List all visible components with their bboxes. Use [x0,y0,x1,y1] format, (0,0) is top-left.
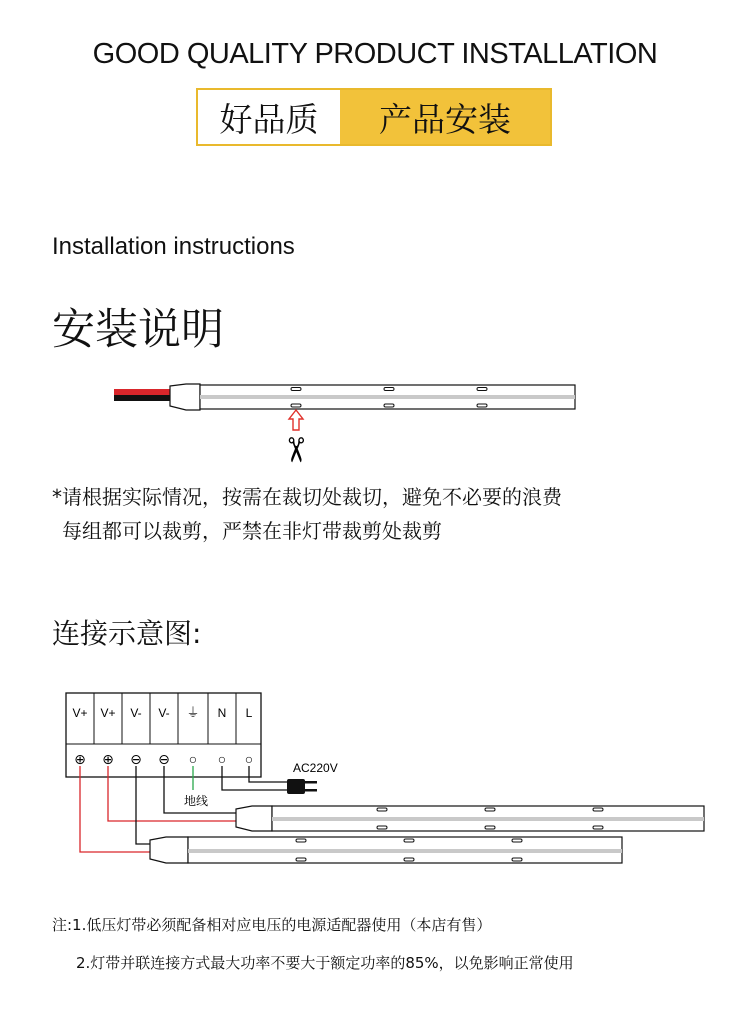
terminal-screw-icon: ⊖ [158,751,170,767]
cut-note-line2: 每组都可以裁剪，严禁在非灯带裁剪处裁剪 [62,519,442,543]
terminal-screw-icon: ⊕ [102,751,114,767]
strip-end-cap [170,384,200,410]
ac-plug-icon [287,779,317,794]
terminal-label: V+ [72,706,88,720]
terminal-label: L [245,706,253,720]
cut-arrow-icon [289,410,303,430]
page-title-en: GOOD QUALITY PRODUCT INSTALLATION [92,38,658,70]
footnote-line1: 注:1.低压灯带必须配备相对应电压的电源适配器使用（本店有售） [52,916,492,934]
terminal-screw-icon: ○ [217,751,227,767]
instructions-title-en: Installation instructions [52,233,295,260]
title-badge [196,88,552,146]
terminal-screw-icon: ⊕ [74,751,86,767]
footnote-line2: 2.灯带并联连接方式最大功率不要大于额定功率的85%，以免影响正常使用 [76,954,574,972]
badge-left-label: 好品质 [198,90,340,144]
terminal-label: N [217,706,227,720]
terminal-screw-icon: ⊖ [130,751,142,767]
strip-wire-lead [114,389,172,401]
terminal-label: V- [158,706,170,720]
ground-wire-label: 地线 [183,794,209,808]
instructions-title-cn: 安装说明 [52,305,224,355]
lower-strip-end-cap [150,837,188,863]
scissors-icon: ✂ [276,435,314,465]
terminal-screw-icon: ○ [244,751,254,767]
ground-terminal-icon: ⏚ [186,705,200,720]
terminal-screw-icon: ○ [188,751,198,767]
cut-illustration [0,370,750,470]
cut-note-line1: *请根据实际情况，按需在裁切处裁切，避免不必要的浪费 [52,485,562,509]
connection-diagram [0,680,750,880]
ac-voltage-label: AC220V [293,761,338,775]
terminal-label: V- [130,706,142,720]
terminal-label: V+ [100,706,116,720]
connection-title: 连接示意图: [52,617,202,650]
badge-right-label: 产品安装 [340,90,550,144]
terminal-labels [72,705,252,720]
upper-strip-end-cap [236,806,272,831]
